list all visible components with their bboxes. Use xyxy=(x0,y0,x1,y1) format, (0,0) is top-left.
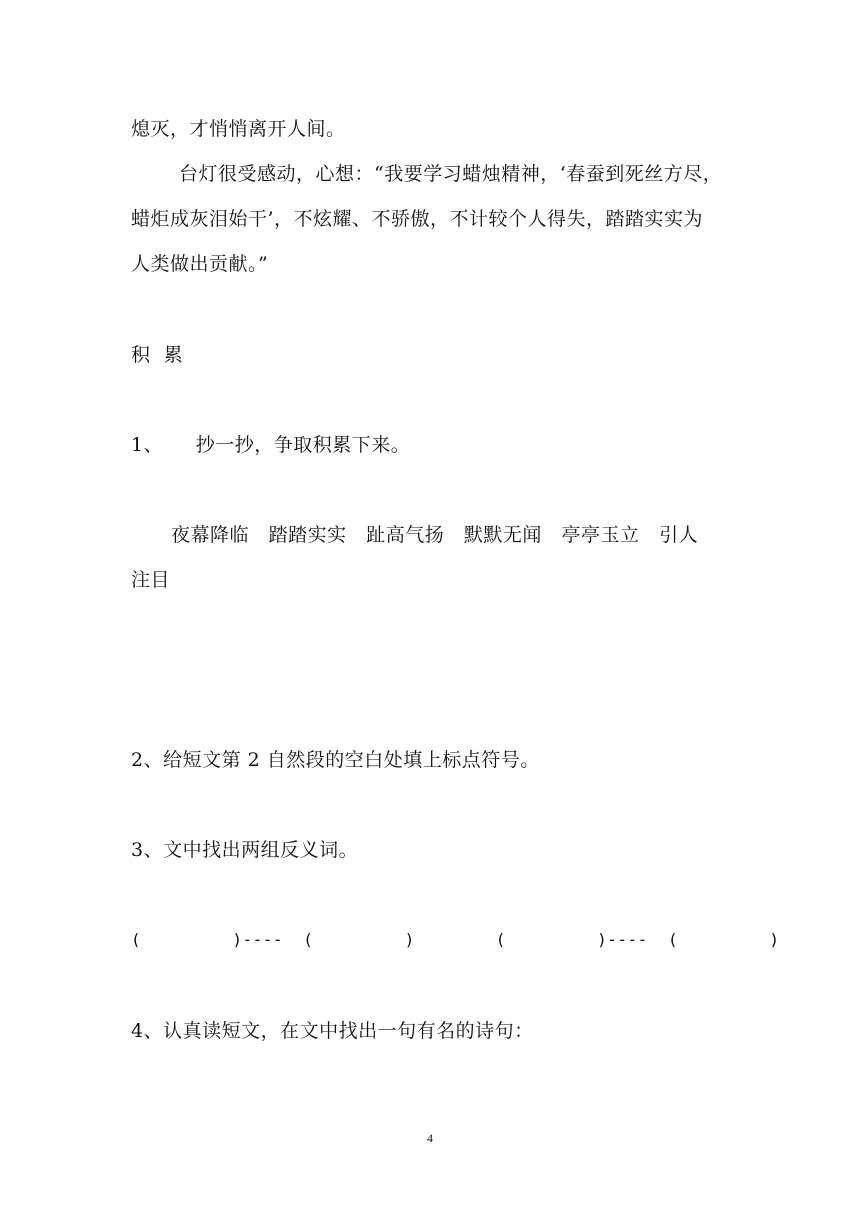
question-4: 4、认真读短文，在文中找出一句有名的诗句： xyxy=(131,1020,534,1042)
section-heading: 积 累 xyxy=(131,344,184,366)
paragraph-line-1: 熄灭，才悄悄离开人间。 xyxy=(131,118,346,140)
vocabulary-line-1: 夜幕降临 踏踏实实 趾高气扬 默默无闻 亭亭玉立 引人 xyxy=(171,524,699,546)
page-number: 4 xyxy=(427,1131,433,1145)
question-3: 3、文中找出两组反义词。 xyxy=(131,839,359,861)
paragraph-line-2: 台灯很受感动，心想：“我要学习蜡烛精神，‘春蚕到死丝方尽， xyxy=(179,163,723,185)
question-1: 1、 抄一抄，争取积累下来。 xyxy=(131,434,411,456)
question-2: 2、给短文第 2 自然段的空白处填上标点符号。 xyxy=(131,749,540,771)
vocabulary-line-2: 注目 xyxy=(131,569,171,591)
antonym-blanks: ( )---- ( ) ( )---- ( ) xyxy=(131,930,780,949)
paragraph-line-4: 人类做出贡献。” xyxy=(131,253,269,275)
paragraph-line-3: 蜡炬成灰泪始干’，不炫耀、不骄傲，不计较个人得失，踏踏实实为 xyxy=(131,208,704,230)
